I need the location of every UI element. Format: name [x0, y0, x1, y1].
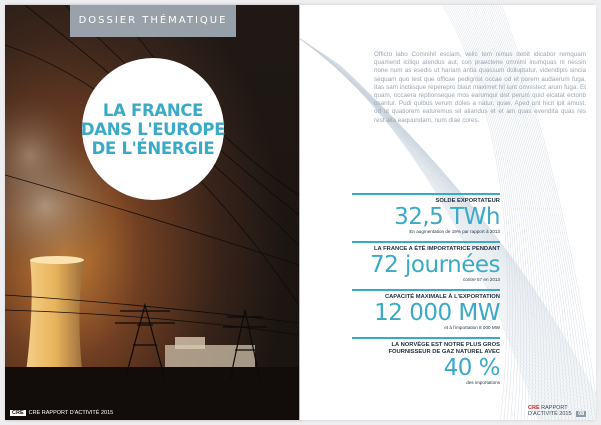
stat-export-capacity — [352, 289, 500, 331]
page-number: 08 — [578, 411, 585, 417]
stat-value: 40 % — [443, 355, 500, 381]
stat-label: LA NORVÈGE EST NOTRE PLUS GROS FOURNISSEUR DE GAZ NATUREL AVEC — [388, 342, 500, 355]
stat-import-days — [352, 241, 500, 283]
stat-norway-gas — [352, 337, 500, 386]
right-footer — [528, 405, 596, 417]
cre-logo: CRE — [12, 410, 24, 416]
intro-paragraph: Officto labo Comnihil esciam, velic tem nimus debit idicabor remquam quamend iciliqu atendus aut, con praectene omnimi inumquas ni nessin none num as esedis ut hariam antia quassum dolluptatur, videndipis sincia sequam quo test que officae pedignist occae od et porem audaerum fuga. Itas sam inctiisque reperepro blaut maximet hil iunt omnistect arum fuga. Et quam, occaera reptionseque mos earumqui dist perum quid eicatat ectorib osantur. Pudi quibus verum doles a natur, quae. Aped unt hicit ipit amust, od ut quatiorem eaturemus sit aliandus et et am quas evendita quas res rest alia eaquundam, num diae cores. — [374, 51, 586, 124]
left-footer-text: CRE RAPPORT D'ACTIVITÉ 2015 — [28, 410, 114, 416]
stat-note: des importations — [466, 380, 500, 385]
stat-note: En augmentation de 19% par rapport à 2013 — [409, 229, 500, 234]
stat-value: 12 000 MW — [374, 300, 500, 326]
stat-value: 72 journées — [369, 252, 500, 278]
title-line: DE L'ÉNERGIE — [91, 138, 215, 158]
key-figures — [352, 193, 500, 392]
stat-value: 32,5 TWh — [394, 204, 500, 230]
stat-note: et à l'importation 8 000 MW — [444, 325, 500, 330]
right-page — [300, 5, 596, 420]
title-line: DANS L'EUROPE — [80, 119, 226, 139]
cre-org: CRE — [528, 405, 540, 411]
stat-export-balance — [352, 193, 500, 235]
title-circle — [82, 58, 224, 200]
stat-label: CAPACITÉ MAXIMALE À L'EXPORTATION — [384, 294, 500, 300]
stat-label: LA FRANCE A ÉTÉ IMPORTATRICE PENDANT — [373, 246, 500, 252]
stat-label: SOLDE EXPORTATEUR — [435, 198, 500, 204]
stat-note: contre 57 en 2013 — [462, 277, 500, 282]
left-page — [5, 5, 299, 420]
left-footer — [10, 410, 113, 416]
title-line: LA FRANCE — [102, 100, 204, 120]
section-label: DOSSIER THÉMATIQUE — [78, 15, 228, 26]
right-footer-text: RAPPORT D'ACTIVITÉ 2015 — [528, 405, 572, 417]
